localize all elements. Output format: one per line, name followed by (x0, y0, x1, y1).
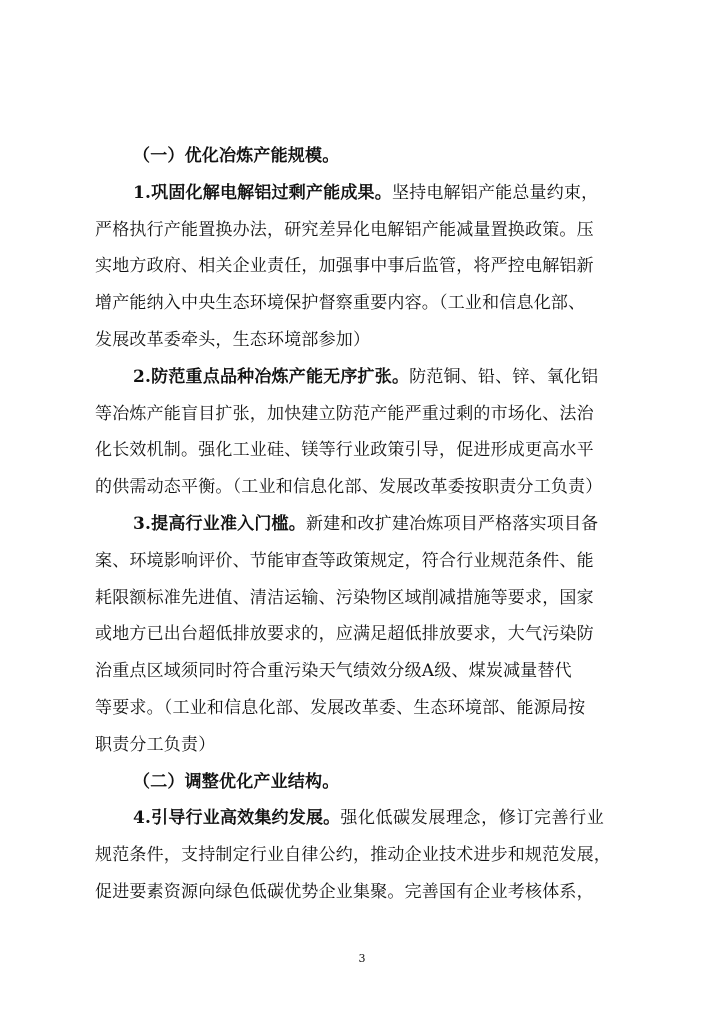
item-3-line: 等要求。（工业和信息化部、发展改革委、生态环境部、能源局按 (95, 697, 586, 718)
item-4-heading: 4.引导行业高效集约发展。 (133, 808, 341, 829)
item-1-line: 实地方政府、相关企业责任，加强事中事后监管，将严控电解铝新 (95, 256, 594, 277)
item-2-line: 的供需动态平衡。（工业和信息化部、发展改革委按职责分工负责） (95, 477, 603, 498)
item-1-line: 发展改革委牵头，生态环境部参加） (95, 329, 371, 350)
item-1-first-line (95, 175, 643, 212)
item-3-heading: 3.提高行业准入门槛。 (133, 513, 306, 534)
item-3-line: 案、环境影响评价、节能审查等政策规定，符合行业规范条件、能 (95, 550, 594, 571)
section-heading-2: （二）调整优化产业结构。 (133, 771, 340, 792)
document-body (95, 138, 643, 911)
item-3-line: 治重点区域须同时符合重污染天气绩效分级A级、煤炭减量替代 (95, 661, 572, 682)
item-3-line: 耗限额标准先进值、清洁运输、污染物区域削减措施等要求，国家 (95, 587, 594, 608)
item-3-line: 或地方已出台超低排放要求的，应满足超低排放要求，大气污染防 (95, 624, 594, 645)
item-2-line: 等冶炼产能盲目扩张，加快建立防范产能严重过剩的市场化、法治 (95, 403, 594, 424)
item-3-line: 职责分工负责） (95, 734, 216, 755)
item-4-line: 规范条件，支持制定行业自律公约，推动企业技术进步和规范发展， (95, 845, 611, 866)
item-2-heading: 2.防范重点品种冶炼产能无序扩张。 (133, 366, 410, 387)
item-2-text: 防范铜、铅、锌、氧化铝 (409, 366, 599, 387)
section-heading-1: （一）优化冶炼产能规模。 (133, 146, 340, 166)
item-4-first-line (95, 800, 643, 837)
item-2-first-line (95, 359, 643, 396)
item-4-line: 促进要素资源向绿色低碳优势企业集聚。完善国有企业考核体系， (95, 881, 594, 902)
item-4-text: 强化低碳发展理念，修订完善行业 (340, 808, 605, 829)
item-3-first-line (95, 506, 643, 543)
item-1-text: 坚持电解铝产能总量约束， (391, 182, 599, 203)
item-2-line: 化长效机制。强化工业硅、镁等行业政策引导，促进形成更高水平 (95, 440, 594, 461)
item-1-line: 严格执行产能置换办法，研究差异化电解铝产能减量置换政策。压 (95, 219, 594, 240)
page-number: 3 (358, 952, 366, 965)
item-3-text: 新建和改扩建冶炼项目严格落实项目备 (305, 513, 599, 534)
item-1-line: 增产能纳入中央生态环境保护督察重要内容。（工业和信息化部、 (95, 293, 586, 314)
item-1-heading: 1.巩固化解电解铝过剩产能成果。 (133, 182, 392, 203)
